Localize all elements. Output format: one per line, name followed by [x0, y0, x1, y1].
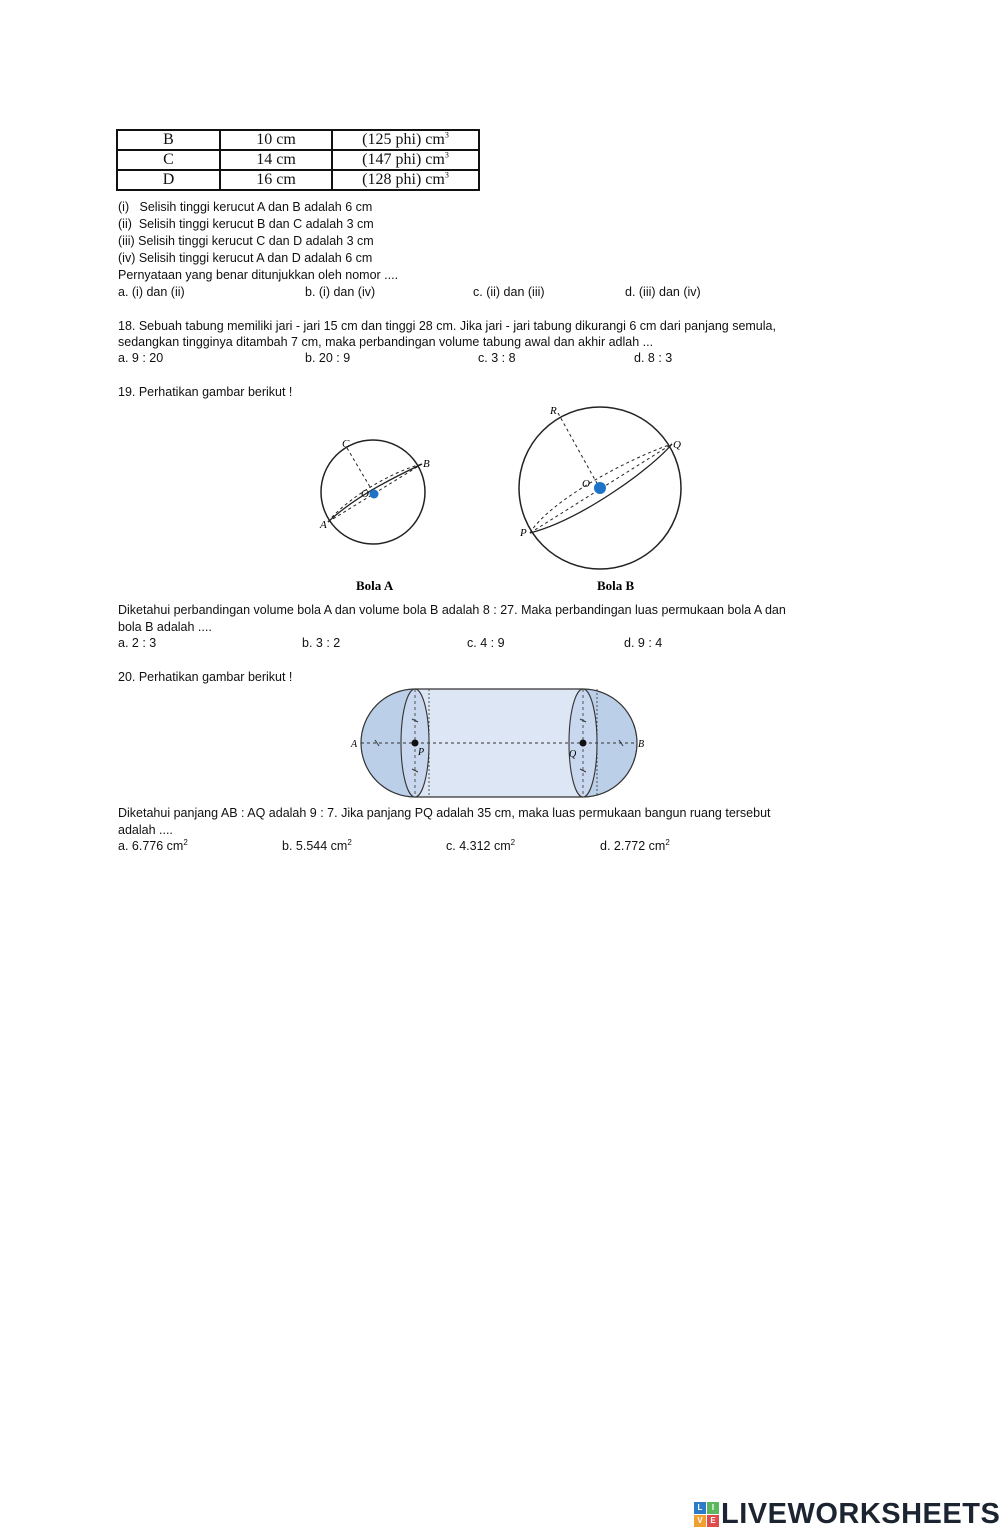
table-cell-volume: (147 phi) $cm^3$ — [332, 150, 479, 170]
table-cell-label: C — [117, 150, 220, 170]
point-label: R — [550, 405, 557, 417]
point-label: C — [342, 438, 350, 450]
point-label: P — [520, 527, 527, 539]
q18-option-d[interactable]: d. 8 : 3 — [634, 351, 673, 365]
q19-option-a[interactable]: a. 2 : 3 — [118, 636, 157, 650]
logo-icon: L I V E — [694, 1502, 719, 1527]
table-row — [117, 150, 479, 170]
q18-option-a[interactable]: a. 9 : 20 — [118, 351, 164, 365]
q17-statement-2: (ii) Selisih tinggi kerucut B dan C adalah 3 cm — [118, 217, 374, 231]
q17-statement-4: (iv) Selisih tinggi kerucut A dan D adalah 6 cm — [118, 251, 373, 265]
table-cell-height: 14 cm — [220, 150, 332, 170]
q19-intro: 19. Perhatikan gambar berikut ! — [118, 385, 293, 399]
point-label: A — [320, 519, 327, 531]
q18-option-b[interactable]: b. 20 : 9 — [305, 351, 351, 365]
q17-statement-1: (i) Selisih tinggi kerucut A dan B adalah 6 cm — [118, 200, 373, 214]
cone-table — [116, 129, 480, 191]
point-label: Q — [569, 749, 577, 760]
table-cell-label: D — [117, 170, 220, 190]
table-cell-volume: (128 phi) $cm^3$ — [332, 170, 479, 190]
sphere-b — [519, 405, 681, 569]
point-label: P — [418, 747, 425, 758]
q20-option-d[interactable]: d. 2.772 $cm^2$ — [600, 837, 670, 853]
point-label: B — [638, 739, 645, 750]
table-row — [117, 170, 479, 190]
brand-name: LIVEWORKSHEETS — [721, 1497, 1000, 1530]
q17-option-d[interactable]: d. (iii) dan (iv) — [625, 285, 701, 299]
q18-option-c[interactable]: c. 3 : 8 — [478, 351, 516, 365]
q17-option-b[interactable]: b. (i) dan (iv) — [305, 285, 376, 299]
q19-option-b[interactable]: b. 3 : 2 — [302, 636, 341, 650]
q17-prompt: Pernyataan yang benar ditunjukkan oleh nomor .... — [118, 268, 399, 282]
q20-question-line-1: Diketahui panjang AB : AQ adalah 9 : 7. Jika panjang PQ adalah 35 cm, maka luas permukaan bangun ruang tersebut — [118, 806, 771, 820]
caption-bola-b: Bola B — [597, 578, 635, 593]
table-cell-height: 16 cm — [220, 170, 332, 190]
point-label: B — [423, 458, 430, 470]
table-cell-height: 10 cm — [220, 130, 332, 150]
q19-option-d[interactable]: d. 9 : 4 — [624, 636, 663, 650]
capsule-figure — [345, 684, 655, 802]
point-label: O — [361, 488, 369, 500]
q19-option-c[interactable]: c. 4 : 9 — [467, 636, 505, 650]
spheres-figure — [300, 400, 700, 600]
q17-option-c[interactable]: c. (ii) dan (iii) — [473, 285, 545, 299]
q19-question-line-2: bola B adalah .... — [118, 620, 212, 634]
q17-option-a[interactable]: a. (i) dan (ii) — [118, 285, 185, 299]
liveworksheets-logo[interactable] — [694, 1496, 1000, 1532]
q18-question-line-1: 18. Sebuah tabung memiliki jari - jari 15 cm dan tinggi 28 cm. Jika jari - jari tabung dikurangi 6 cm dari panjang semula, — [118, 319, 776, 333]
caption-bola-a: Bola A — [356, 578, 394, 593]
table-row — [117, 130, 479, 150]
q17-statement-3: (iii) Selisih tinggi kerucut C dan D adalah 3 cm — [118, 234, 374, 248]
point-label: Q — [673, 439, 681, 451]
q20-option-c[interactable]: c. 4.312 $cm^2$ — [446, 837, 516, 853]
point-label: O — [582, 478, 590, 490]
q20-option-b[interactable]: b. 5.544 $cm^2$ — [282, 837, 352, 853]
q20-intro: 20. Perhatikan gambar berikut ! — [118, 670, 293, 684]
q18-question-line-2: sedangkan tingginya ditambah 7 cm, maka perbandingan volume tabung awal dan akhir adlah ... — [118, 335, 654, 349]
table-cell-label: B — [117, 130, 220, 150]
q19-question-line-1: Diketahui perbandingan volume bola A dan volume bola B adalah 8 : 27. Maka perbandingan luas permukaan bola A dan — [118, 603, 786, 617]
table-cell-volume: (125 phi) $cm^3$ — [332, 130, 479, 150]
q20-question-line-2: adalah .... — [118, 823, 173, 837]
sphere-a — [319, 438, 430, 544]
q20-option-a[interactable]: a. 6.776 $cm^2$ — [118, 837, 188, 853]
point-label: A — [351, 739, 358, 750]
